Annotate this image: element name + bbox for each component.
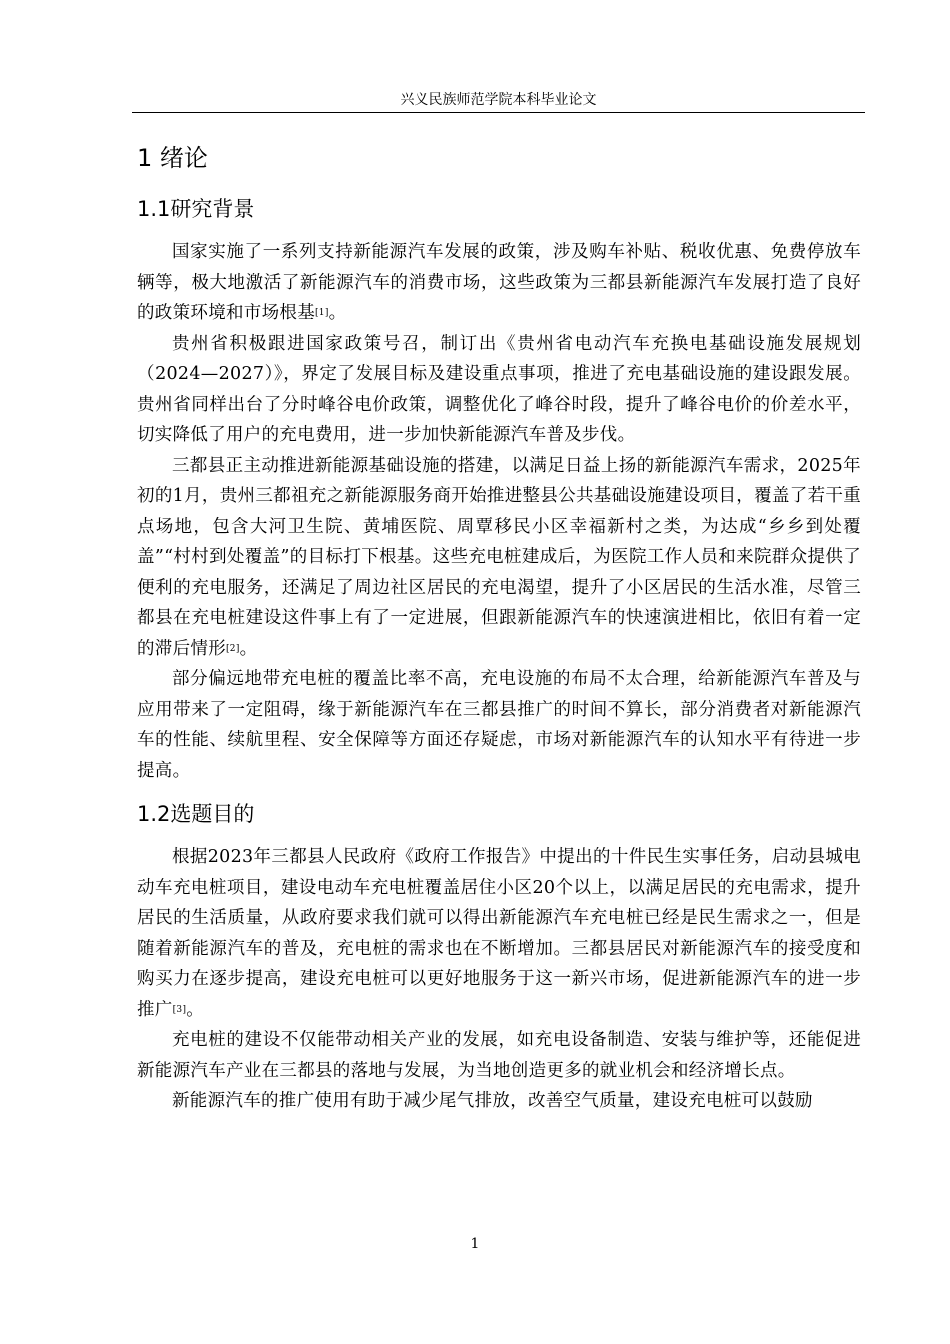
page-number: 1 (470, 1236, 480, 1252)
section-title-1-2: 1.2选题目的 (137, 802, 255, 826)
paragraph-text: 国家实施了一系列支持新能源汽车发展的政策，涉及购车补贴、税收优惠、免费停放车辆等，极大地激活了新能源汽车的消费市场，这些政策为三都县新能源汽车发展打造了良好的政策环境和市场根基 (137, 242, 861, 323)
paragraph-end: 。 (239, 638, 258, 659)
paragraph: 部分偏远地带充电桩的覆盖比率不高，充电设施的布局不太合理，给新能源汽车普及与应用带来了一定阻碍，缘于新能源汽车在三都县推广的时间不算长，部分消费者对新能源汽车的性能、续航里程、安全保障等方面还存疑虑，市场对新能源汽车的认知水平有待进一步提高。 (137, 669, 861, 781)
paragraph-text: 根据2023年三都县人民政府《政府工作报告》中提出的十件民生实事任务，启动县城电动车充电桩项目，建设电动车充电桩覆盖居住小区20个以上，以满足居民的充电需求，提升居民的生活质量，从政府要求我们就可以得出新能源汽车充电桩已经是民生需求之一，但是随着新能源汽车的普及，充电桩的需求也在不断增加。三都县居民对新能源汽车的接受度和购买力在逐步提高，建设充电桩可以更好地服务于这一新兴市场，促进新能源汽车的进一步推广 (137, 847, 861, 1020)
paragraph (137, 842, 861, 1025)
paragraph-text: 三都县正主动推进新能源基础设施的搭建，以满足日益上扬的新能源汽车需求，2025年初的1月，贵州三都祖充之新能源服务商开始推进整县公共基础设施建设项目，覆盖了若干重点场地，包含大河卫生院、黄埔医院、周覃移民小区幸福新村之类，为达成“乡乡到处覆盖”“村村到处覆盖”的目标打下根基。这些充电桩建成后，为医院工作人员和来院群众提供了便利的充电服务，还满足了周边社区居民的充电渴望，提升了小区居民的生活水准，尽管三都县在充电桩建设这件事上有了一定进展，但跟新能源汽车的快速演进相比，依旧有着一定的滞后情形 (137, 455, 861, 659)
citation: [3] (172, 1004, 187, 1015)
paragraph-end: 。 (328, 303, 347, 323)
paragraph: 贵州省积极跟进国家政策号召，制订出《贵州省电动汽车充换电基础设施发展规划（2024—2027）》，界定了发展目标及建设重点事项，推进了充电基础设施的建设跟发展。贵州省同样出台了分时峰谷电价政策，调整优化了峰谷时段，提升了峰谷电价的价差水平，切实降低了用户的充电费用，进一步加快新能源汽车普及步伐。 (137, 333, 861, 445)
citation: [1] (315, 308, 329, 318)
citation: [2] (226, 643, 240, 654)
page-header: 兴义民族师范学院本科毕业论文 (400, 92, 597, 108)
page-body (137, 138, 861, 1117)
paragraph: 新能源汽车的推广使用有助于减少尾气排放，改善空气质量，建设充电桩可以鼓励 (172, 1091, 813, 1111)
paragraph: 充电桩的建设不仅能带动相关产业的发展，如充电设备制造、安装与维护等，还能促进新能源汽车产业在三都县的落地与发展，为当地创造更多的就业机会和经济增长点。 (137, 1030, 861, 1081)
header-rule (132, 112, 865, 113)
section-title-1-1: 1.1研究背景 (137, 197, 255, 221)
chapter-title: 1 绪论 (137, 144, 208, 172)
paragraph-end: 。 (186, 999, 205, 1020)
paragraph (137, 237, 861, 329)
paragraph (137, 451, 861, 665)
